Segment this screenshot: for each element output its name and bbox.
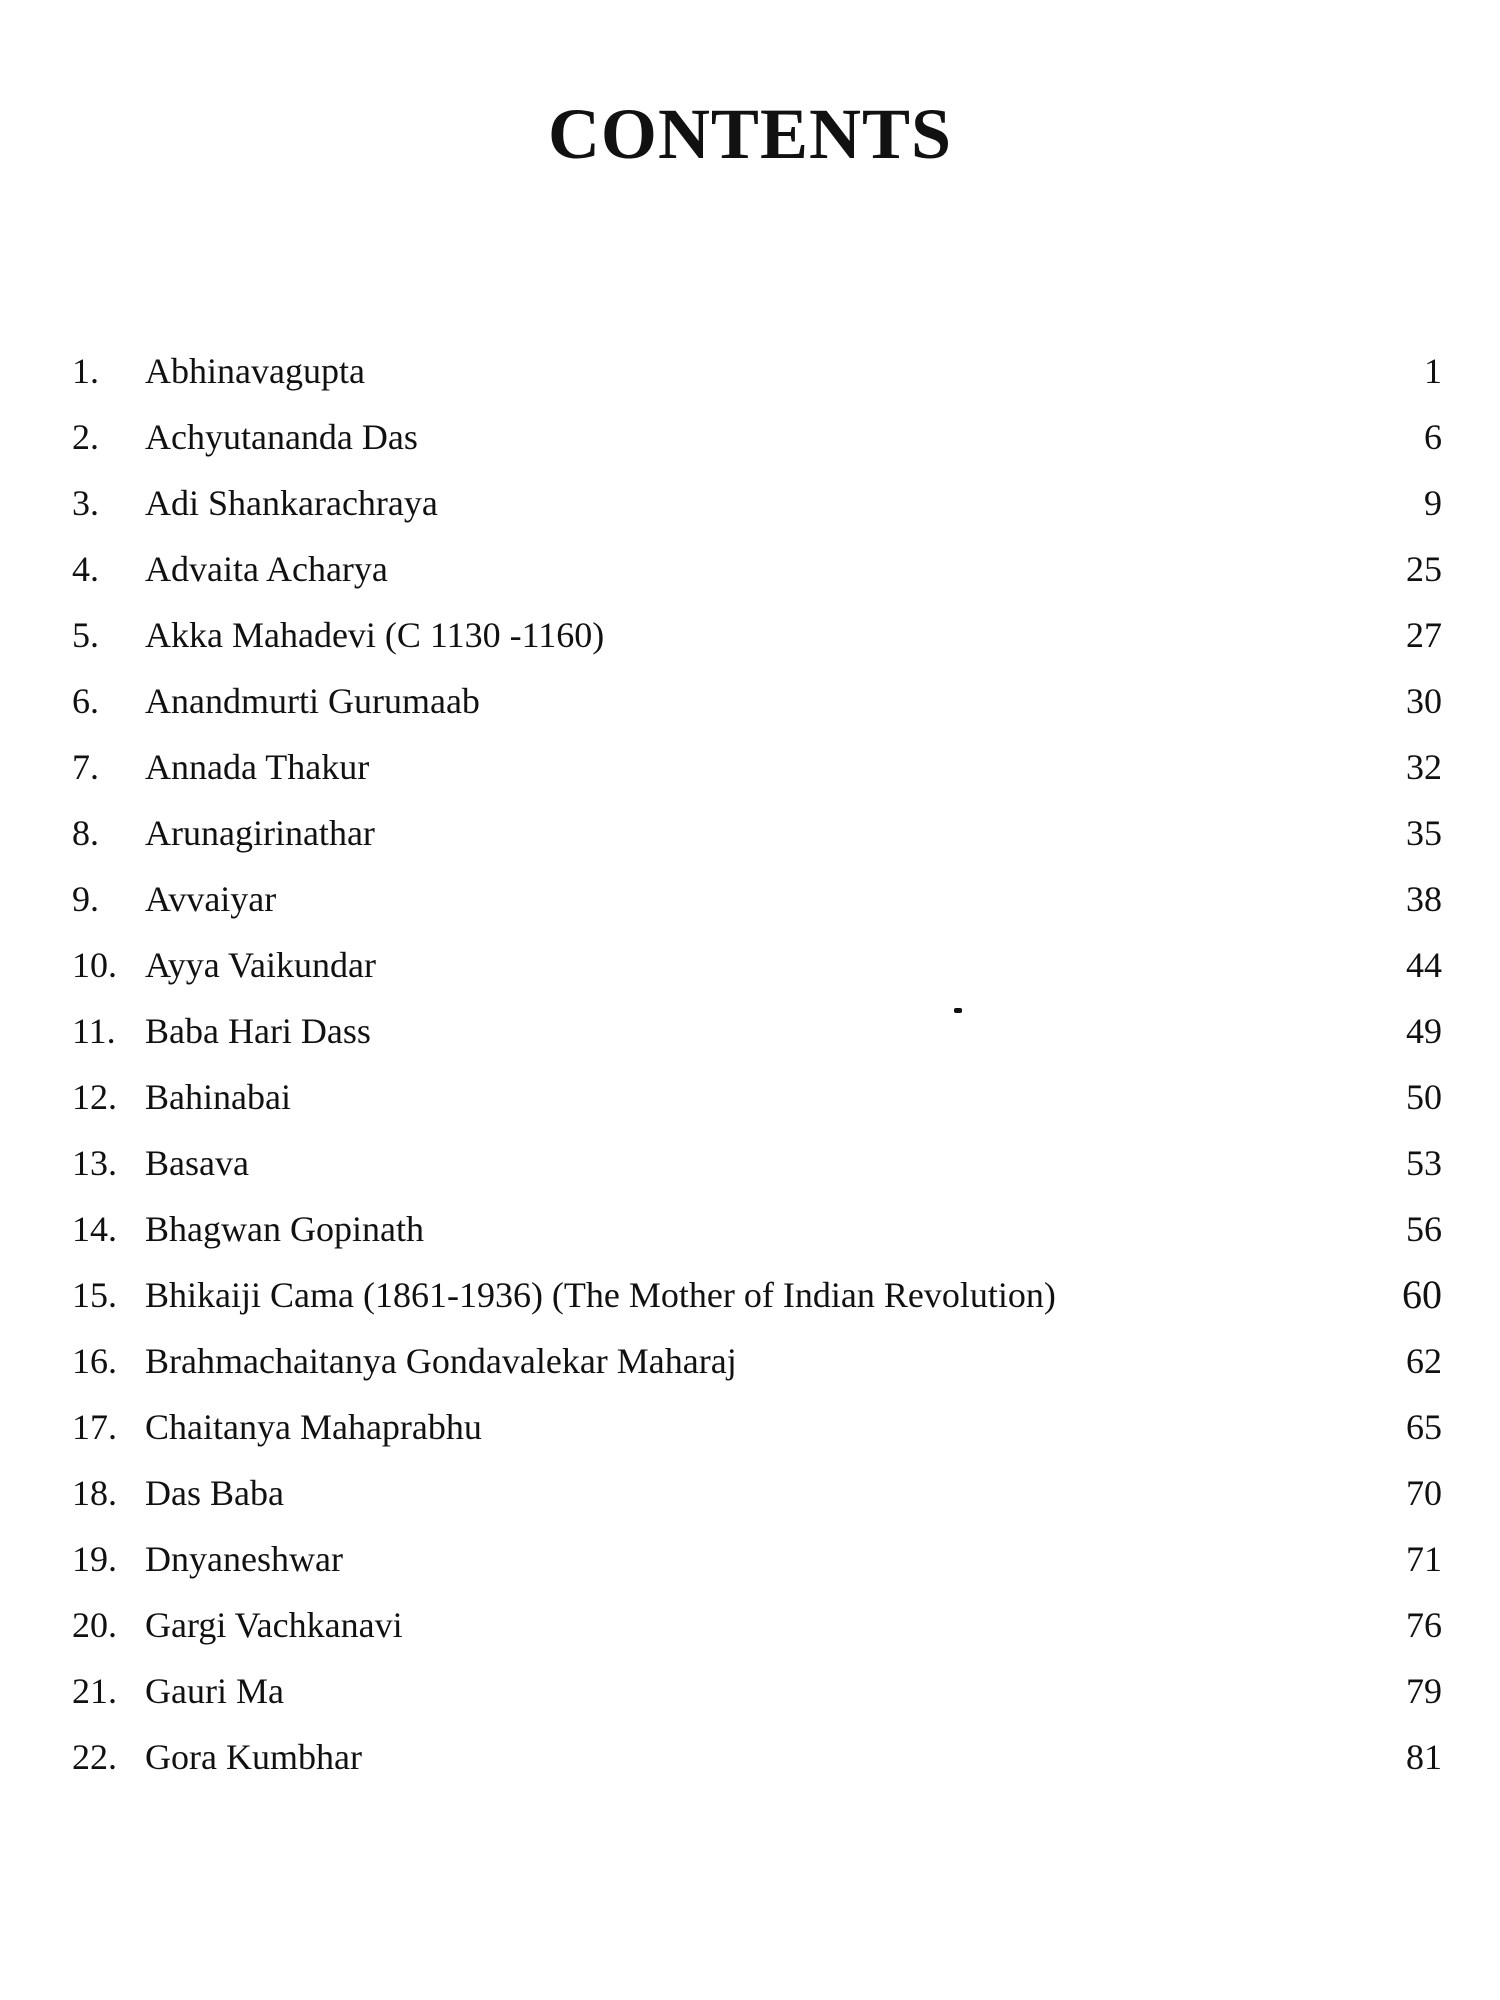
toc-entry bbox=[72, 808, 1442, 874]
entry-number: 14. bbox=[72, 1209, 117, 1249]
toc-entry bbox=[72, 1006, 1442, 1072]
entry-page-number: 30 bbox=[1406, 681, 1442, 721]
entry-title: Arunagirinathar bbox=[145, 813, 375, 853]
entry-title: Bahinabai bbox=[145, 1077, 291, 1117]
entry-number: 4. bbox=[72, 549, 99, 589]
entry-page-number: 71 bbox=[1406, 1539, 1442, 1579]
entry-number: 18. bbox=[72, 1473, 117, 1513]
entry-title: Achyutananda Das bbox=[145, 417, 418, 457]
entry-number: 15. bbox=[72, 1275, 117, 1315]
toc-entry bbox=[72, 1666, 1442, 1732]
entry-page-number: 25 bbox=[1406, 549, 1442, 589]
entry-page-number: 35 bbox=[1406, 813, 1442, 853]
entry-number: 16. bbox=[72, 1341, 117, 1381]
toc-entry bbox=[72, 346, 1442, 412]
toc-entry bbox=[72, 1336, 1442, 1402]
toc-entry bbox=[72, 1402, 1442, 1468]
entry-title: Anandmurti Gurumaab bbox=[145, 681, 480, 721]
entry-title: Gora Kumbhar bbox=[145, 1737, 362, 1777]
scan-speck bbox=[954, 1008, 962, 1013]
table-of-contents bbox=[72, 346, 1442, 1798]
entry-page-number: 79 bbox=[1406, 1671, 1442, 1711]
entry-title: Gauri Ma bbox=[145, 1671, 284, 1711]
toc-entry bbox=[72, 544, 1442, 610]
toc-entry bbox=[72, 1468, 1442, 1534]
entry-title: Ayya Vaikundar bbox=[145, 945, 376, 985]
entry-page-number: 44 bbox=[1406, 945, 1442, 985]
entry-page-number: 62 bbox=[1406, 1341, 1442, 1381]
entry-page-number: 60 bbox=[1402, 1272, 1442, 1317]
toc-entry bbox=[72, 1534, 1442, 1600]
entry-title: Basava bbox=[145, 1143, 249, 1183]
entry-title: Adi Shankarachraya bbox=[145, 483, 438, 523]
entry-number: 9. bbox=[72, 879, 99, 919]
entry-title: Bhagwan Gopinath bbox=[145, 1209, 424, 1249]
entry-number: 21. bbox=[72, 1671, 117, 1711]
entry-title: Advaita Acharya bbox=[145, 549, 388, 589]
toc-entry bbox=[72, 1138, 1442, 1204]
entry-page-number: 53 bbox=[1406, 1143, 1442, 1183]
entry-page-number: 70 bbox=[1406, 1473, 1442, 1513]
entry-title: Abhinavagupta bbox=[145, 351, 365, 391]
toc-entry bbox=[72, 478, 1442, 544]
entry-page-number: 9 bbox=[1424, 483, 1442, 523]
toc-entry bbox=[72, 676, 1442, 742]
entry-number: 11. bbox=[72, 1011, 116, 1051]
toc-entry bbox=[72, 412, 1442, 478]
entry-number: 19. bbox=[72, 1539, 117, 1579]
entry-number: 7. bbox=[72, 747, 99, 787]
toc-entry bbox=[72, 874, 1442, 940]
toc-entry bbox=[72, 1600, 1442, 1666]
entry-title: Gargi Vachkanavi bbox=[145, 1605, 403, 1645]
toc-entry bbox=[72, 940, 1442, 1006]
entry-page-number: 76 bbox=[1406, 1605, 1442, 1645]
toc-entry bbox=[72, 1072, 1442, 1138]
entry-page-number: 1 bbox=[1424, 351, 1442, 391]
entry-title: Dnyaneshwar bbox=[145, 1539, 343, 1579]
entry-page-number: 32 bbox=[1406, 747, 1442, 787]
entry-page-number: 6 bbox=[1424, 417, 1442, 457]
toc-entry bbox=[72, 610, 1442, 676]
toc-entry bbox=[72, 742, 1442, 808]
entry-title: Brahmachaitanya Gondavalekar Maharaj bbox=[145, 1341, 737, 1381]
entry-title: Das Baba bbox=[145, 1473, 284, 1513]
entry-title: Baba Hari Dass bbox=[145, 1011, 371, 1051]
entry-title: Avvaiyar bbox=[145, 879, 277, 919]
entry-page-number: 38 bbox=[1406, 879, 1442, 919]
entry-number: 17. bbox=[72, 1407, 117, 1447]
entry-page-number: 27 bbox=[1406, 615, 1442, 655]
entry-number: 6. bbox=[72, 681, 99, 721]
entry-number: 22. bbox=[72, 1737, 117, 1777]
entry-number: 1. bbox=[72, 351, 99, 391]
entry-number: 5. bbox=[72, 615, 99, 655]
entry-number: 8. bbox=[72, 813, 99, 853]
entry-page-number: 56 bbox=[1406, 1209, 1442, 1249]
entry-page-number: 81 bbox=[1406, 1737, 1442, 1777]
toc-entry bbox=[72, 1732, 1442, 1798]
entry-title: Akka Mahadevi (C 1130 -1160) bbox=[145, 615, 605, 655]
entry-title: Chaitanya Mahaprabhu bbox=[145, 1407, 482, 1447]
entry-page-number: 50 bbox=[1406, 1077, 1442, 1117]
entry-number: 12. bbox=[72, 1077, 117, 1117]
entry-number: 10. bbox=[72, 945, 117, 985]
toc-entry bbox=[72, 1204, 1442, 1270]
page-title: CONTENTS bbox=[547, 94, 953, 174]
entry-number: 2. bbox=[72, 417, 99, 457]
entry-page-number: 65 bbox=[1406, 1407, 1442, 1447]
entry-title: Annada Thakur bbox=[145, 747, 370, 787]
entry-number: 13. bbox=[72, 1143, 117, 1183]
entry-number: 20. bbox=[72, 1605, 117, 1645]
toc-entry bbox=[72, 1270, 1442, 1336]
entry-page-number: 49 bbox=[1406, 1011, 1442, 1051]
entry-title: Bhikaiji Cama (1861-1936) (The Mother of Indian Revolution) bbox=[145, 1275, 1056, 1315]
entry-number: 3. bbox=[72, 483, 99, 523]
